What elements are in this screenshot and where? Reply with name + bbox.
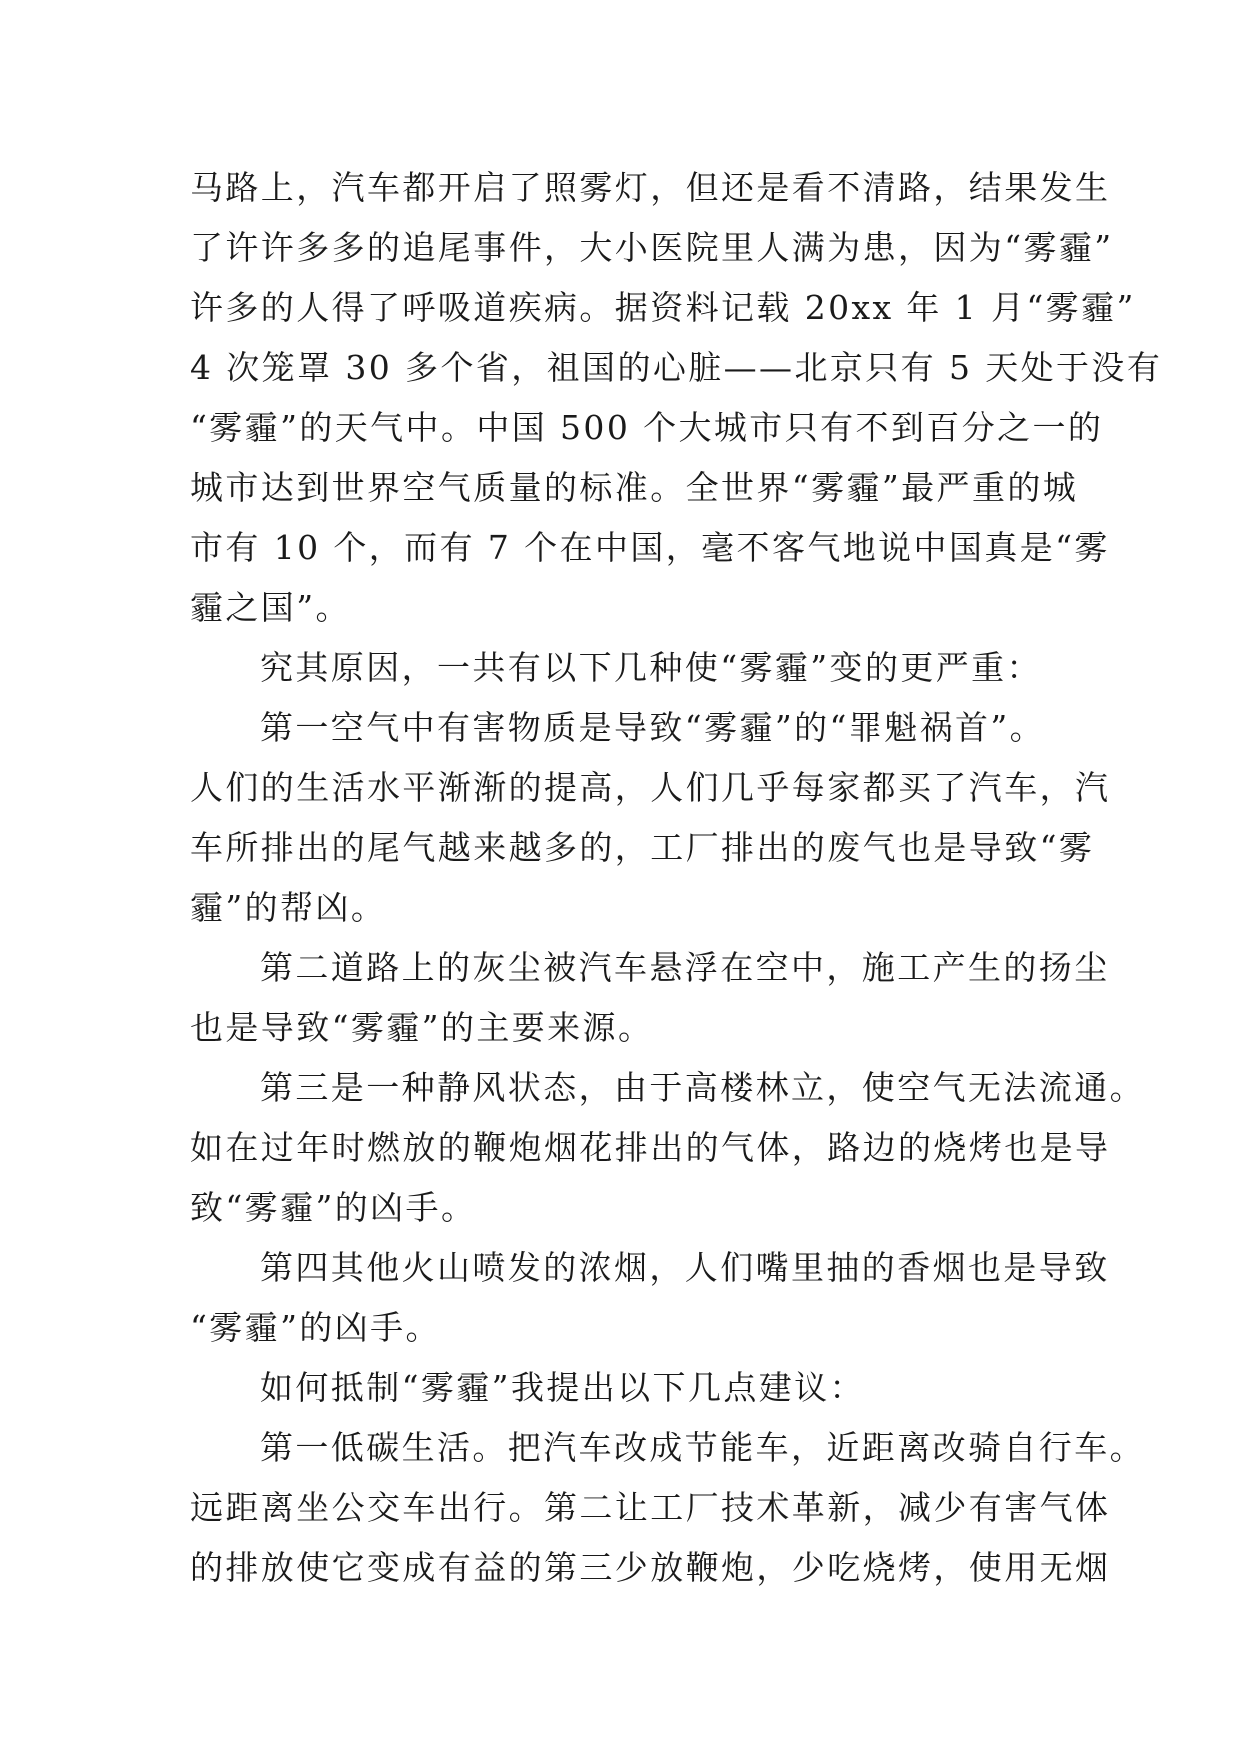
paragraph-start-line: 第三是一种静风状态，由于高楼林立，使空气无法流通。 [260, 1068, 1145, 1107]
text-line: 了许许多多的追尾事件，大小医院里人满为患，因为“雾霾” [190, 228, 1114, 267]
text-line: 4 次笼罩 30 多个省，祖国的心脏——北京只有 5 天处于没有 [190, 348, 1163, 387]
paragraph-start-line: 如何抵制“雾霾”我提出以下几点建议： [260, 1368, 865, 1407]
paragraph-start-line: 第一低碳生活。把汽车改成节能车，近距离改骑自行车。 [260, 1428, 1145, 1467]
text-line: 的排放使它变成有益的第三少放鞭炮，少吃烧烤，使用无烟 [190, 1548, 1111, 1587]
text-line: 车所排出的尾气越来越多的，工厂排出的废气也是导致“雾 [190, 828, 1095, 867]
paragraph-start-line: 第四其他火山喷发的浓烟，人们嘴里抽的香烟也是导致 [260, 1248, 1110, 1287]
text-line: 也是导致“雾霾”的主要来源。 [190, 1008, 654, 1047]
text-line: 远距离坐公交车出行。第二让工厂技术革新，减少有害气体 [190, 1488, 1111, 1527]
text-line: 人们的生活水平渐渐的提高，人们几乎每家都买了汽车，汽 [190, 768, 1111, 807]
text-line: 霾”的帮凶。 [190, 888, 387, 927]
text-line: “雾霾”的凶手。 [190, 1308, 441, 1347]
body-text [190, 158, 1163, 1598]
paragraph-start-line: 第一空气中有害物质是导致“雾霾”的“罪魁祸首”。 [260, 708, 1046, 747]
text-line: 霾之国”。 [190, 588, 351, 627]
text-line: 市有 10 个，而有 7 个在中国，毫不客气地说中国真是“雾 [190, 528, 1110, 567]
text-line: 许多的人得了呼吸道疾病。据资料记载 20xx 年 1 月“雾霾” [190, 288, 1136, 327]
text-line: 如在过年时燃放的鞭炮烟花排出的气体，路边的烧烤也是导 [190, 1128, 1111, 1167]
text-line: 马路上，汽车都开启了照雾灯，但还是看不清路，结果发生 [190, 168, 1111, 207]
paragraph-start-line: 究其原因，一共有以下几种使“雾霾”变的更严重： [260, 648, 1042, 687]
text-line: 城市达到世界空气质量的标准。全世界“雾霾”最严重的城 [190, 468, 1079, 507]
text-line: “雾霾”的天气中。中国 500 个大城市只有不到百分之一的 [190, 408, 1104, 447]
paragraph-start-line: 第二道路上的灰尘被汽车悬浮在空中，施工产生的扬尘 [260, 948, 1110, 987]
text-line: 致“雾霾”的凶手。 [190, 1188, 477, 1227]
